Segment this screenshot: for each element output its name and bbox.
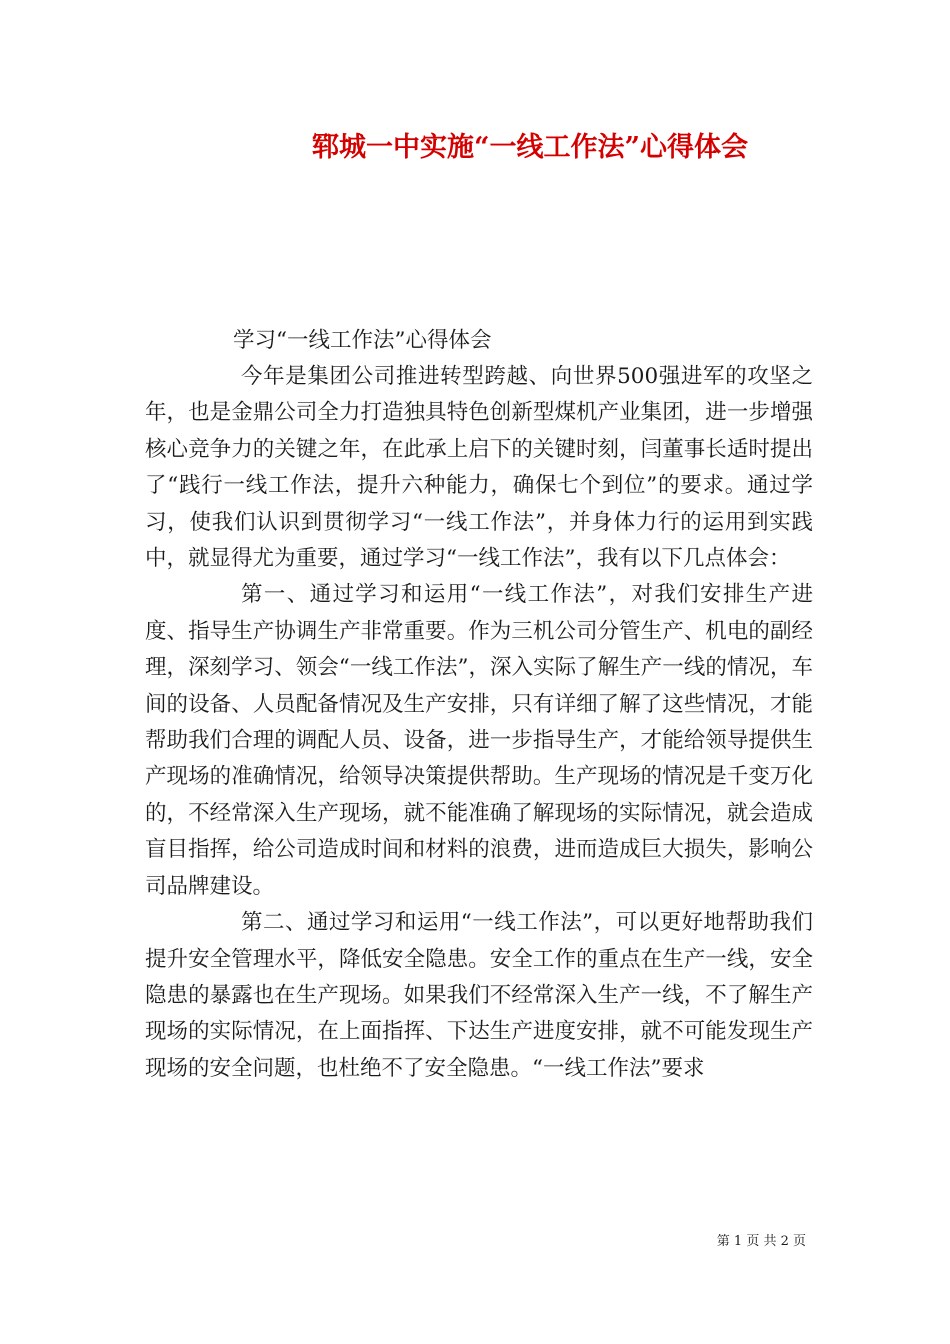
document-body [145, 359, 813, 1087]
document-subtitle: 学习“一线工作法”心得体会 [233, 328, 492, 353]
document-title: 郓城一中实施“一线工作法”心得体会 [311, 132, 749, 163]
page-number-footer: 第 1 页 共 2 页 [716, 1234, 806, 1249]
paragraph-intro: 今年是集团公司推进转型跨越、向世界500强进军的攻坚之年，也是金鼎公司全力打造独具特色创新型煤机产业集团，进一步增强核心竞争力的关键之年，在此承上启下的关键时刻，闫董事长适时提出了“践行一线工作法，提升六种能力，确保七个到位”的要求。通过学习，使我们认识到贯彻学习“一线工作法”，并身体力行的运用到实践中，就显得尤为重要，通过学习“一线工作法”，我有以下几点体会： [145, 364, 813, 572]
paragraph-second-point: 第二、通过学习和运用“一线工作法”，可以更好地帮助我们提升安全管理水平，降低安全隐患。安全工作的重点在生产一线，安全隐患的暴露也在生产现场。如果我们不经常深入生产一线，不了解生产现场的实际情况，在上面指挥、下达生产进度安排，就不可能发现生产现场的安全问题，也杜绝不了安全隐患。“一线工作法”要求 [145, 910, 813, 1081]
paragraph-first-point: 第一、通过学习和运用“一线工作法”，对我们安排生产进度、指导生产协调生产非常重要。作为三机公司分管生产、机电的副经理，深刻学习、领会“一线工作法”，深入实际了解生产一线的情况，车间的设备、人员配备情况及生产安排，只有详细了解了这些情况，才能帮助我们合理的调配人员、设备，进一步指导生产，才能给领导提供生产现场的准确情况，给领导决策提供帮助。生产现场的情况是千变万化的，不经常深入生产现场，就不能准确了解现场的实际情况，就会造成盲目指挥，给公司造成时间和材料的浪费，进而造成巨大损失，影响公司品牌建设。 [145, 582, 813, 899]
